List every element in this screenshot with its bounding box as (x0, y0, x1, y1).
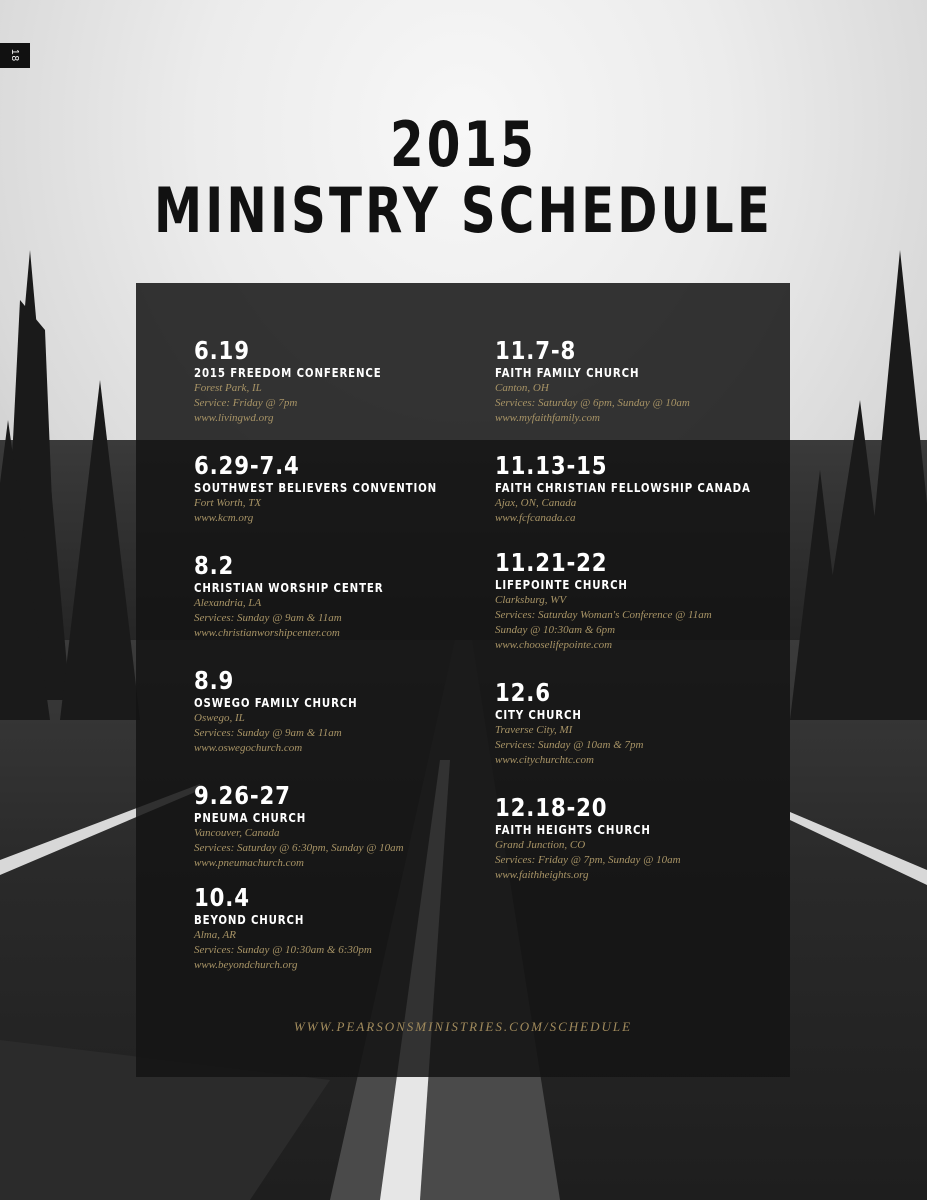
event-url[interactable]: www.faithheights.org (495, 869, 589, 881)
page-number-tab (0, 43, 30, 68)
event-url[interactable]: www.oswegochurch.com (194, 742, 303, 754)
event-date: 12.6 (495, 678, 551, 707)
event-name: CHRISTIAN WORSHIP CENTER (194, 581, 384, 595)
event-services-continued: Sunday @ 10:30am & 6pm (495, 624, 616, 636)
event-date: 11.13-15 (495, 451, 608, 480)
event-item (495, 549, 785, 653)
event-location: Vancouver, Canada (194, 827, 280, 839)
event-services: Service: Friday @ 7pm (194, 397, 298, 409)
event-item (194, 782, 484, 871)
event-location: Grand Junction, CO (495, 839, 586, 851)
title-main: MINISTRY SCHEDULE (153, 174, 773, 247)
event-location: Fort Worth, TX (194, 497, 262, 509)
event-location: Clarksburg, WV (495, 594, 567, 606)
event-name: CITY CHURCH (495, 708, 582, 722)
event-name: PNEUMA CHURCH (194, 811, 307, 825)
event-date: 6.19 (194, 336, 250, 365)
event-item (194, 667, 484, 756)
event-name: FAITH CHRISTIAN FELLOWSHIP CANADA (495, 481, 751, 495)
event-url[interactable]: www.kcm.org (194, 512, 254, 524)
event-url[interactable]: www.livingwd.org (194, 412, 274, 424)
page-number: 18 (9, 48, 21, 63)
schedule-panel (136, 283, 790, 1077)
event-location: Forest Park, IL (194, 382, 262, 394)
event-services: Services: Saturday @ 6:30pm, Sunday @ 10am (194, 842, 404, 854)
event-location: Canton, OH (495, 382, 549, 394)
event-date: 11.7-8 (495, 336, 577, 365)
event-name: LIFEPOINTE CHURCH (495, 578, 628, 592)
event-location: Alexandria, LA (194, 597, 262, 609)
event-location: Traverse City, MI (495, 724, 573, 736)
event-item (495, 679, 785, 768)
event-services: Services: Sunday @ 9am & 11am (194, 727, 342, 739)
event-date: 11.21-22 (495, 548, 608, 577)
event-services: Services: Saturday @ 6pm, Sunday @ 10am (495, 397, 690, 409)
event-name: 2015 FREEDOM CONFERENCE (194, 366, 382, 380)
event-item (495, 452, 785, 526)
title-year: 2015 (389, 108, 538, 181)
event-url[interactable]: www.myfaithfamily.com (495, 412, 600, 424)
schedule-website-link[interactable]: WWW.PEARSONSMINISTRIES.COM/SCHEDULE (293, 1019, 633, 1034)
event-services: Services: Sunday @ 10:30am & 6:30pm (194, 944, 372, 956)
event-name: FAITH FAMILY CHURCH (495, 366, 640, 380)
event-services: Services: Sunday @ 10am & 7pm (495, 739, 644, 751)
event-url[interactable]: www.beyondchurch.org (194, 959, 298, 971)
event-date: 8.2 (194, 551, 235, 580)
event-url[interactable]: www.chooselifepointe.com (495, 639, 613, 651)
event-services: Services: Saturday Woman's Conference @ 11am (495, 609, 712, 621)
event-location: Ajax, ON, Canada (495, 497, 577, 509)
page-title (102, 108, 825, 247)
event-url[interactable]: www.fcfcanada.ca (495, 512, 576, 524)
event-date: 6.29-7.4 (194, 451, 300, 480)
event-name: SOUTHWEST BELIEVERS CONVENTION (194, 481, 438, 495)
event-url[interactable]: www.christianworshipcenter.com (194, 627, 340, 639)
event-url[interactable]: www.citychurchtc.com (495, 754, 594, 766)
event-services: Services: Friday @ 7pm, Sunday @ 10am (495, 854, 681, 866)
event-services: Services: Sunday @ 9am & 11am (194, 612, 342, 624)
event-name: OSWEGO FAMILY CHURCH (194, 696, 358, 710)
event-item (194, 452, 484, 526)
event-date: 9.26-27 (194, 781, 291, 810)
event-location: Alma, AR (194, 929, 236, 941)
event-item (194, 884, 484, 973)
event-date: 8.9 (194, 666, 235, 695)
event-item (194, 337, 484, 426)
event-url[interactable]: www.pneumachurch.com (194, 857, 304, 869)
event-date: 10.4 (194, 883, 250, 912)
event-date: 12.18-20 (495, 793, 608, 822)
event-item (194, 552, 484, 641)
event-name: BEYOND CHURCH (194, 913, 305, 927)
event-name: FAITH HEIGHTS CHURCH (495, 823, 651, 837)
event-location: Oswego, IL (194, 712, 245, 724)
event-item (495, 337, 785, 426)
event-item (495, 794, 785, 883)
